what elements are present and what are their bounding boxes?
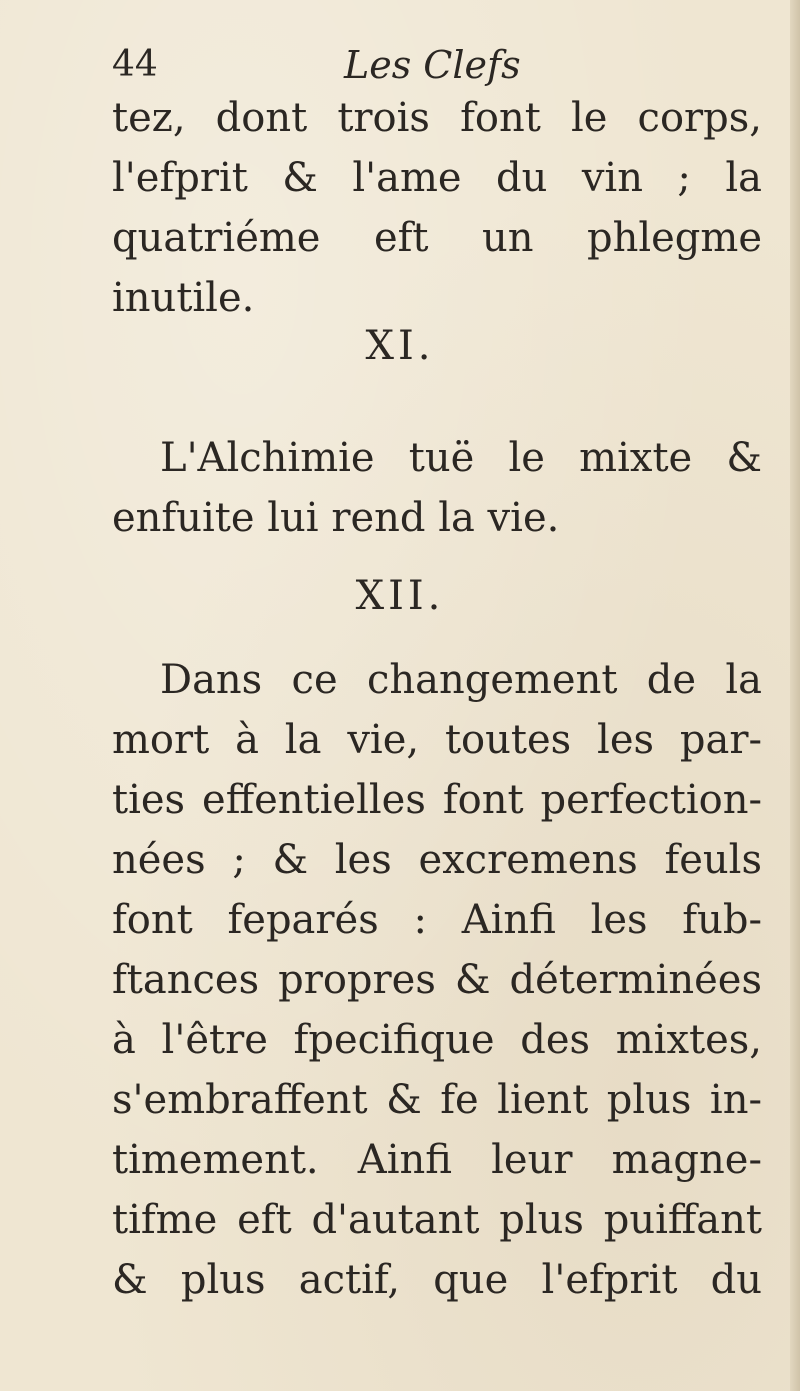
- text-line: mort à la vie, toutes les par-: [112, 717, 762, 763]
- text-line: ties effentielles font perfection-: [112, 777, 762, 823]
- page-edge: [790, 0, 800, 1391]
- text-line: tez, dont trois font le corps,: [112, 95, 762, 141]
- text-line: timement. Ainfi leur magne-: [112, 1137, 762, 1183]
- page-header: [112, 40, 762, 90]
- text-line: s'embraffent & fe lient plus in-: [112, 1077, 762, 1123]
- text-line: nées ; & les excremens feuls: [112, 837, 762, 883]
- text-line: ftances propres & déterminées: [112, 957, 762, 1003]
- text-line: à l'être fpecifique des mixtes,: [112, 1017, 762, 1063]
- text-line: L'Alchimie tuë le mixte &: [160, 435, 762, 481]
- section-heading-xii: XII.: [355, 573, 445, 619]
- text-line: enfuite lui rend la vie.: [112, 495, 560, 541]
- paragraph-xii: [112, 650, 762, 1310]
- text-line: tifme eft d'autant plus puiffant: [112, 1197, 762, 1243]
- paragraph-continuation: [112, 88, 762, 328]
- text-line: Dans ce changement de la: [160, 657, 762, 703]
- text-line: inutile.: [112, 275, 255, 321]
- section-heading-xi: XI.: [365, 323, 435, 369]
- text-line: quatriéme eft un phlegme: [112, 215, 762, 261]
- page-number: 44: [112, 44, 158, 85]
- paragraph-xi: [112, 428, 762, 548]
- text-line: & plus actif, que l'efprit du: [112, 1257, 762, 1303]
- text-line: font feparés : Ainfi les fub-: [112, 897, 762, 943]
- text-line: l'efprit & l'ame du vin ; la: [112, 155, 762, 201]
- running-title: Les Clefs: [344, 43, 521, 87]
